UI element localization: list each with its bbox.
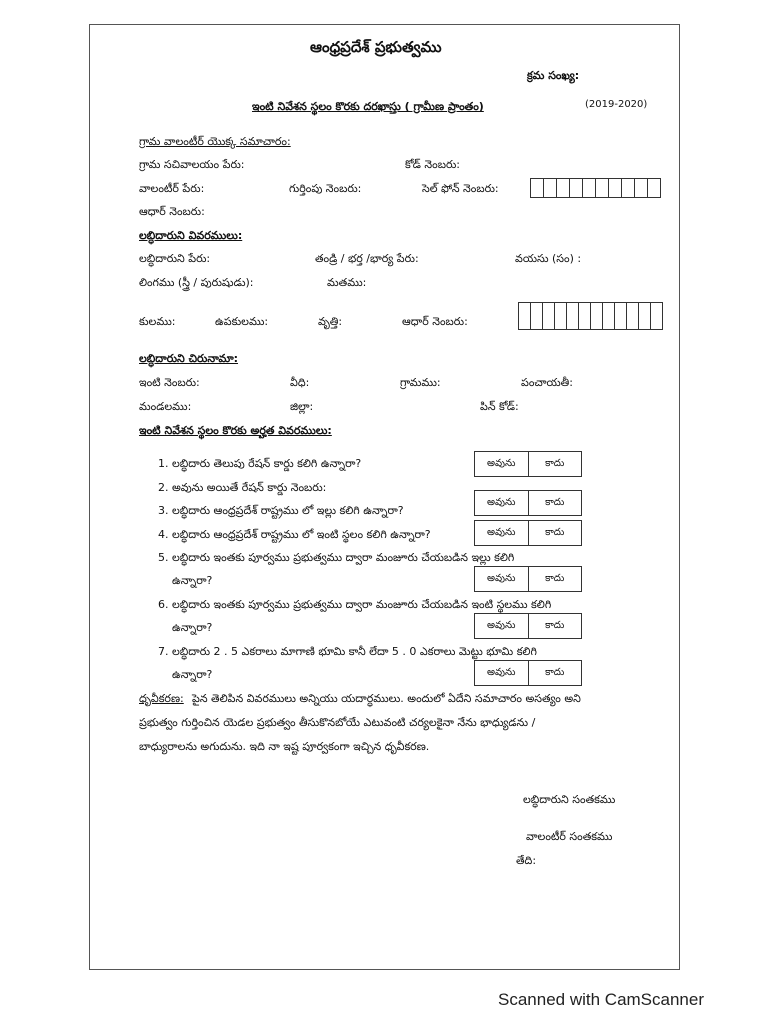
yes-option[interactable]: అవును: [475, 521, 529, 545]
aadhaar-input-boxes[interactable]: [518, 302, 663, 330]
question-5-yes-no-options[interactable]: [474, 566, 582, 592]
district-label: జిల్లా:: [290, 400, 314, 413]
question-7-line-2: ఉన్నారా?: [172, 668, 213, 681]
beneficiary-section-heading: లబ్ధిదారుని వివరములు:: [139, 229, 243, 242]
occupation-label: వృత్తి:: [318, 315, 343, 328]
age-label: వయసు (సం) :: [515, 252, 582, 265]
serial-number-label: క్రమ సంఖ్య:: [527, 69, 580, 82]
subcaste-label: ఉపకులము:: [215, 315, 269, 328]
village-label: గ్రామము:: [400, 376, 441, 389]
id-number-label: గుర్తింపు నెంబరు:: [289, 182, 362, 195]
question-7-yes-no-options[interactable]: [474, 660, 582, 686]
question-1-yes-no-options[interactable]: [474, 451, 582, 477]
no-option[interactable]: కాదు: [545, 527, 565, 538]
mandal-label: మండలము:: [139, 400, 192, 413]
question-6-yes-no-options[interactable]: [474, 613, 582, 639]
eligibility-section-heading: ఇంటి నివేశన స్థలం కొరకు అర్హత వివరములు:: [139, 424, 332, 437]
declaration-line-3: బాధ్యురాలను అగుదును. ఇది నా ఇష్ట పూర్వకంగా ఇచ్చిన ధృవీకరణ.: [139, 740, 430, 753]
question-3-yes-no-options[interactable]: [474, 490, 582, 516]
date-label: తేది:: [516, 854, 537, 867]
question-4-yes-no-options[interactable]: [474, 520, 582, 546]
secretariat-name-label: గ్రామ సచివాలయం పేరు:: [139, 158, 245, 171]
beneficiary-name-label: లబ్ధిదారుని పేరు:: [139, 252, 211, 265]
caste-label: కులము:: [139, 315, 176, 328]
pincode-label: పిన్ కోడ్:: [480, 400, 519, 413]
cell-phone-label: సెల్ ఫోన్ నెంబరు:: [422, 182, 499, 195]
question-4: 4. లబ్ధిదారు ఆంధ్రప్రదేశ్ రాష్ట్రము లో ఇంటి స్థలం కలిగి ఉన్నారా?: [158, 528, 431, 541]
address-section-heading: లబ్ధిదారుని చిరునామా:: [139, 352, 239, 365]
no-option[interactable]: కాదు: [545, 497, 565, 508]
volunteer-aadhaar-label: ఆధార్ నెంబరు:: [139, 205, 205, 218]
code-number-label: కోడ్ నెంబరు:: [405, 158, 460, 171]
yes-option[interactable]: అవును: [475, 661, 529, 685]
question-7-line-1: 7. లబ్ధిదారు 2 . 5 ఎకరాలు మాగాణి భూమి కానీ లేదా 5 . 0 ఎకరాలు మెట్టు భూమి కలిగి: [158, 645, 537, 658]
yes-option[interactable]: అవును: [475, 491, 529, 515]
street-label: వీధి:: [290, 376, 310, 389]
question-2: 2. అవును అయితే రేషన్ కార్డు నెంబరు:: [158, 481, 327, 494]
declaration-label: ధృవీకరణ:: [139, 692, 184, 705]
volunteer-section-heading: గ్రామ వాలంటీర్ యొక్క సమాచారం:: [139, 135, 291, 148]
no-option[interactable]: కాదు: [545, 458, 565, 469]
volunteer-name-label: వాలంటీర్ పేరు:: [139, 182, 205, 195]
yes-option[interactable]: అవును: [475, 567, 529, 591]
cell-phone-input-boxes[interactable]: [530, 178, 661, 198]
beneficiary-signature-label: లబ్ధిదారుని సంతకము: [523, 793, 616, 806]
house-number-label: ఇంటి నెంబరు:: [139, 376, 200, 389]
question-1: 1. లబ్ధిదారు తెలుపు రేషన్ కార్డు కలిగి ఉన్నారా?: [158, 457, 362, 470]
panchayat-label: పంచాయతీ:: [521, 376, 573, 389]
no-option[interactable]: కాదు: [545, 620, 565, 631]
volunteer-signature-label: వాలంటీర్ సంతకము: [526, 830, 613, 843]
camscanner-watermark: Scanned with CamScanner: [498, 990, 705, 1009]
yes-option[interactable]: అవును: [475, 614, 529, 638]
beneficiary-aadhaar-label: ఆధార్ నెంబరు:: [402, 315, 468, 328]
religion-label: మతము:: [327, 276, 367, 289]
declaration-line-1: పైన తెలిపిన వివరములు అన్నియు యదార్ధములు. అందులో ఏదేని సమాచారం అసత్యం అని: [192, 692, 581, 705]
question-3: 3. లబ్ధిదారు ఆంధ్రప్రదేశ్ రాష్ట్రము లో ఇల్లు కలిగి ఉన్నారా?: [158, 504, 404, 517]
relation-name-label: తండ్రి / భర్త /భార్య పేరు:: [315, 252, 419, 265]
question-6-line-1: 6. లబ్ధిదారు ఇంతకు పూర్వము ప్రభుత్వము ద్వారా మంజూరు చేయబడిన ఇంటి స్థలము కలిగి: [158, 598, 552, 611]
form-year: (2019-2020): [585, 99, 648, 110]
declaration-line-2: ప్రభుత్వం గుర్తించిన యెడల ప్రభుత్వం తీసుకొనబోయే ఎటువంటి చర్యలకైనా నేను భాధ్యుడను /: [139, 716, 536, 729]
form-header: ఆంధ్రప్రదేశ్ ప్రభుత్వము: [310, 38, 442, 56]
no-option[interactable]: కాదు: [545, 573, 565, 584]
question-6-line-2: ఉన్నారా?: [172, 621, 213, 634]
form-title: ఇంటి నివేశన స్థలం కొరకు దరఖాస్తు ( గ్రామీణ ప్రాంతం): [252, 100, 484, 113]
question-5-line-1: 5. లబ్ధిదారు ఇంతకు పూర్వము ప్రభుత్వము ద్వారా మంజూరు చేయబడిన ఇల్లు కలిగి: [158, 551, 515, 564]
no-option[interactable]: కాదు: [545, 667, 565, 678]
question-5-line-2: ఉన్నారా?: [172, 574, 213, 587]
gender-label: లింగము (స్త్రీ / పురుషుడు):: [139, 276, 254, 289]
yes-option[interactable]: అవును: [475, 452, 529, 476]
